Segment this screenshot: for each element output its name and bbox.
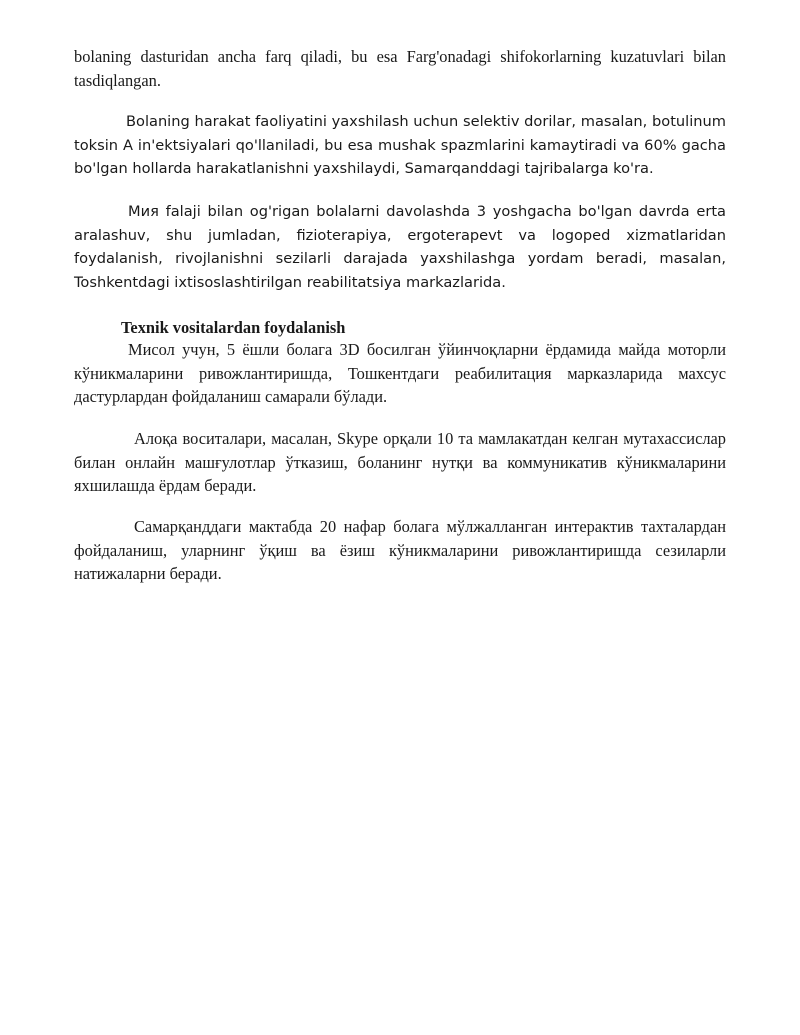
paragraph-early-intervention: Мия falaji bilan og'rigan bolalarni davolashda 3 yoshgacha bo'lgan davrda erta aralashuv, shu jumladan, fizioterapiya, ergoterapevt va logoped xizmatlaridan foydalanish, rivojlanishni sezilarli darajada yaxshilashga yordam beradi, masalan, Toshkentdagi ixtisoslashtirilgan reabilitatsiya markazlarida. [74, 203, 726, 291]
paragraph-continuation: bolaning dasturidan ancha farq qiladi, bu esa Farg'onadagi shifokorlarning kuzatuvlari bilan tasdiqlangan. [74, 47, 726, 90]
paragraph-skype-sessions: Алоқа воситалари, масалан, Skype орқали 10 та мамлакатдан келган мутахассислар билан онлайн машғулотлар ўтказиш, боланинг нутқи ва коммуникатив кўникмаларини яхшилашда ёрдам беради. [74, 429, 726, 495]
paragraph-interactive-boards: Самарқанддаги мактабда 20 нафар болага мўлжалланган интерактив тахталардан фойдаланиш, уларнинг ўқиш ва ёзиш кўникмаларини ривожлантиришда сезиларли натижаларни беради. [74, 517, 726, 583]
section-heading: Texnik vositalardan foydalanish [121, 318, 346, 337]
paragraph-3d-toys: Мисол учун, 5 ёшли болага 3D босилган ўйинчоқларни ёрдамида майда моторли кўникмаларини ривожлантиришда, Тошкентдаги реабилитация марказларида махсус дастурлардан фойдаланиш самарали бўлади. [74, 340, 726, 406]
paragraph-botulinum-treatment: Bolaning harakat faoliyatini yaxshilash uchun selektiv dorilar, masalan, botulinum toksin A in'ektsiyalari qo'llaniladi, bu esa mushak spazmlarini kamaytiradi va 60% gacha bo'lgan hollarda harakatlanishni yaxshilaydi, Samarqanddagi tajribalarga ko'ra. [74, 113, 726, 177]
